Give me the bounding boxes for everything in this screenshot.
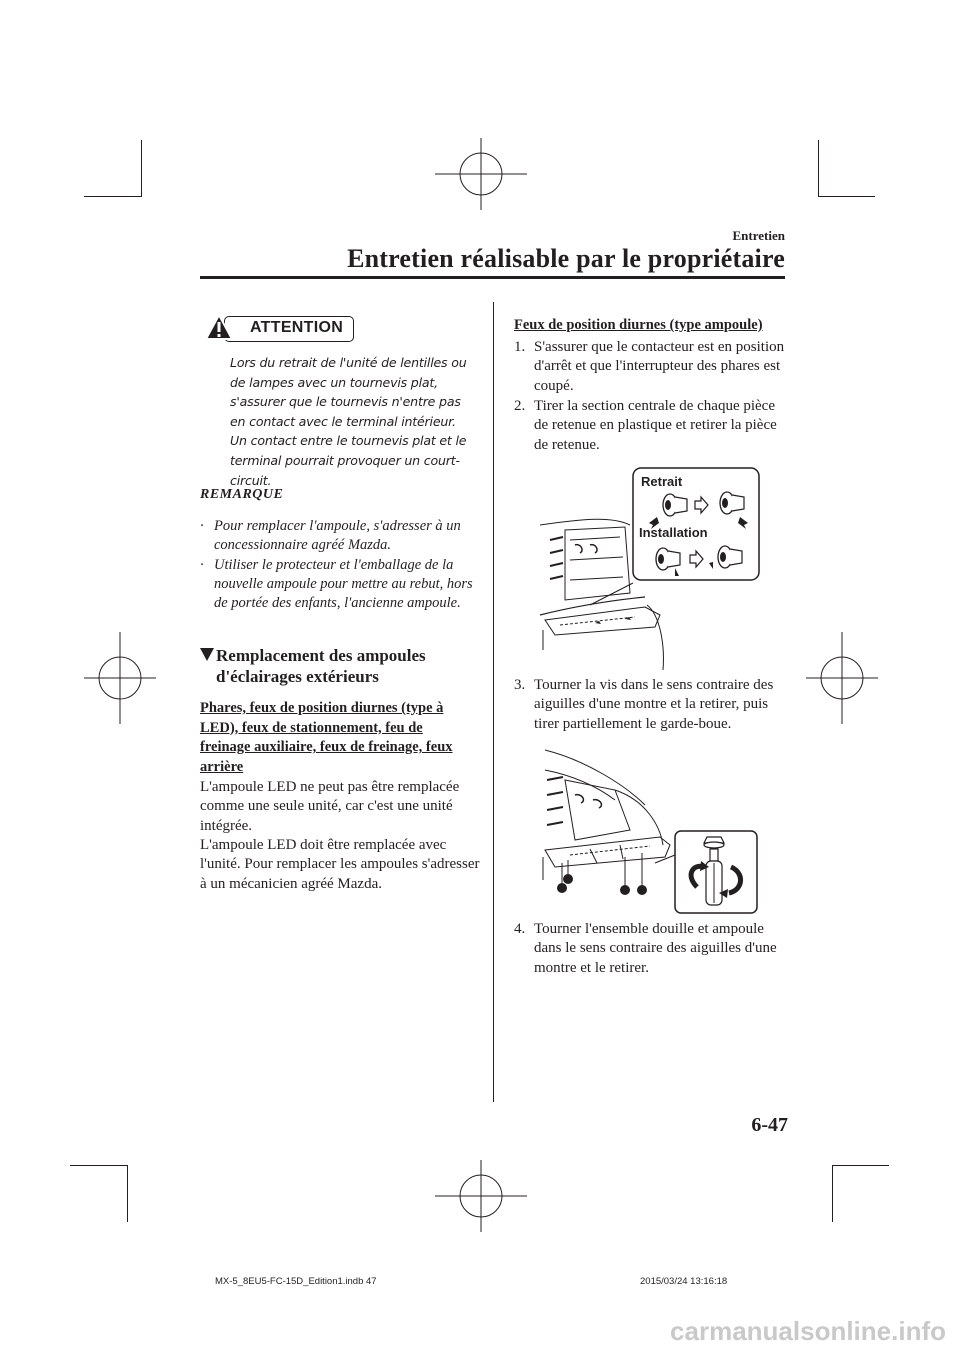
triangle-down-icon bbox=[200, 648, 214, 661]
watermark: carmanualsonline.info bbox=[670, 1316, 946, 1346]
header-rule bbox=[200, 276, 785, 279]
footer-file: MX-5_8EU5-FC-15D_Edition1.indb 47 bbox=[215, 1276, 377, 1287]
page-number: 6-47 bbox=[751, 1114, 788, 1136]
page-title: Entretien réalisable par le propriétaire bbox=[347, 244, 785, 273]
figure-screw-removal bbox=[535, 745, 765, 917]
screw-icon bbox=[557, 860, 573, 893]
registration-mark-bottom bbox=[435, 1150, 527, 1242]
paragraph: L'ampoule LED ne peut pas être remplacée comme une seule unité, car c'est une unité intégrée. bbox=[200, 779, 460, 834]
attention-label: ATTENTION bbox=[250, 319, 344, 336]
note-item: · Pour remplacer l'ampoule, s'adresser à un concessionnaire agréé Mazda. bbox=[200, 518, 461, 553]
label-installation: Installation bbox=[639, 525, 708, 540]
subsection-title: Feux de position diurnes (type ampoule) bbox=[514, 317, 763, 333]
warning-icon bbox=[204, 313, 234, 341]
attention-text: Lors du retrait de l'unité de lentilles ou de lampes avec un tournevis plat, s'assurer que le tournevis n'entre pas en contact avec le terminal intérieur. Un contact entre le tournevis plat et le terminal pourrait provoquer un court-circuit. bbox=[230, 355, 467, 488]
screwdriver-icon bbox=[704, 837, 724, 905]
bullet-icon: · bbox=[200, 557, 204, 573]
note-item: · Utiliser le protecteur et l'emballage de la nouvelle ampoule pour mettre au rebut, hors de portée des enfants, l'ancienne ampoule. bbox=[200, 557, 473, 611]
registration-mark-right bbox=[796, 632, 888, 724]
section-title: Remplacement des ampoules d'éclairages extérieurs bbox=[200, 645, 490, 687]
registration-mark-top bbox=[435, 128, 527, 220]
label-retrait: Retrait bbox=[641, 474, 683, 489]
step-item: 2. Tirer la section centrale de chaque pièce de retenue en plastique et retirer la pièce de retenue. bbox=[514, 398, 777, 453]
note-title: REMARQUE bbox=[200, 487, 284, 502]
footer-timestamp: 2015/03/24 13:16:18 bbox=[640, 1276, 728, 1287]
registration-mark-left bbox=[74, 632, 166, 724]
header-section: Entretien bbox=[732, 228, 785, 243]
attention-badge bbox=[224, 316, 354, 342]
step-item: 1. S'assurer que le contacteur est en position d'arrêt et que l'interrupteur des phares est coupé. bbox=[514, 339, 785, 394]
step-item: 3. Tourner la vis dans le sens contraire des aiguilles d'une montre et la retirer, puis tirer partiellement le garde-boue. bbox=[514, 677, 774, 732]
figure-retainer-removal bbox=[535, 465, 765, 670]
subsection-title: Phares, feux de position diurnes (type à LED), feux de stationnement, feu de freinage auxiliaire, feux de freinage, feux arrière bbox=[200, 700, 453, 775]
step-item: 4. Tourner l'ensemble douille et ampoule dans le sens contraire des aiguilles d'une montre et le retirer. bbox=[514, 921, 777, 976]
paragraph: L'ampoule LED doit être remplacée avec l'unité. Pour remplacer les ampoules s'adresser à un mécanicien agréé Mazda. bbox=[200, 837, 480, 892]
column-divider bbox=[493, 302, 494, 1102]
bullet-icon: · bbox=[200, 518, 204, 534]
